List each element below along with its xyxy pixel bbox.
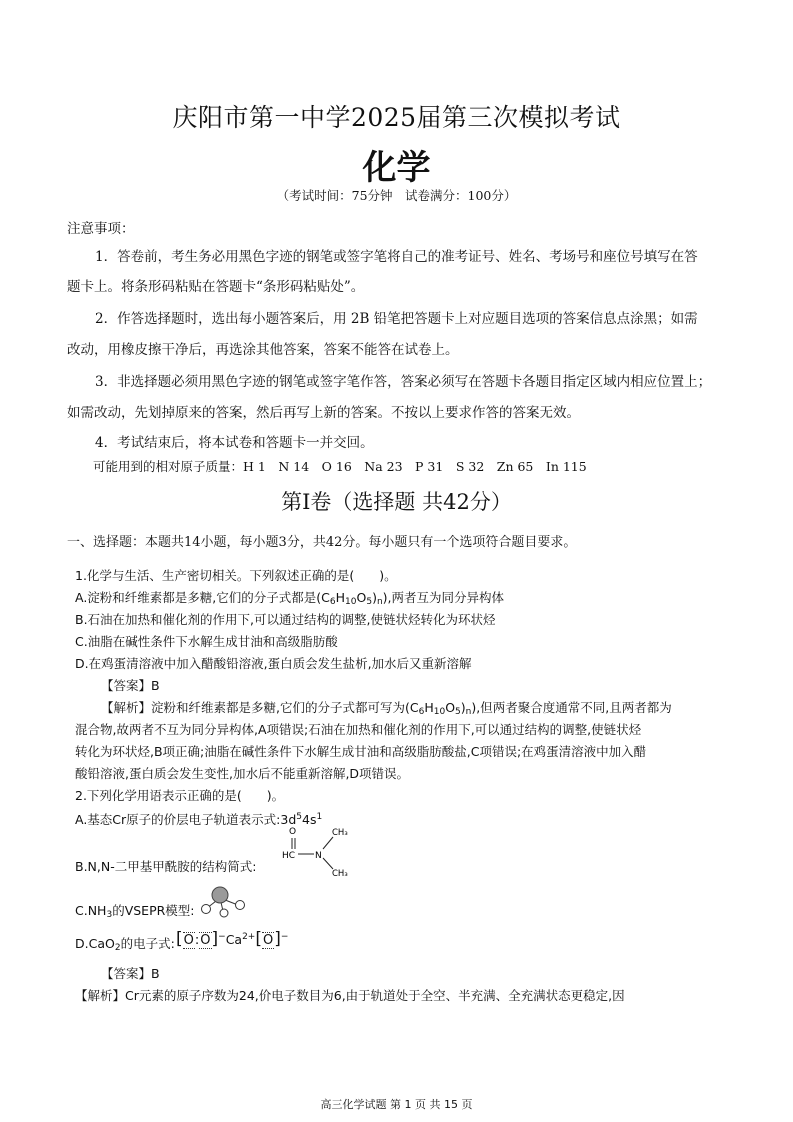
q1-option-c: C.油脂在碱性条件下水解生成甘油和高级脂肪酸 [75,634,338,649]
ligand-atom [202,905,211,914]
struct-ch3-top: CH₃ [332,828,348,838]
q1-explanation-line-1: 【解析】淀粉和纤维素都是多糖,它们的分子式都可写为$(C_6H_{10}O_5)_n$),但两者聚合度通常不同,且两者都为 [101,700,672,717]
exam-info: （考试时间：75分钟 试卷满分：100分） [276,188,517,203]
note-2-line-1: 2．作答选择题时，选出每小题答案后，用 2B 铅笔把答题卡上对应题目选项的答案信息点涂黑；如需 [95,311,698,327]
section-intro: 一、选择题：本题共14小题，每小题3分，共42分。每小题只有一个选项符合题目要求。 [67,535,577,550]
ligand-atom [220,909,228,917]
subject-title: 化学 [362,148,431,188]
dmf-structure-diagram [276,822,366,878]
q1-option-a: A.淀粉和纤维素都是多糖,它们的分子式都是$(C_6H_{10}O_5)_n$),两者互为同分异构体 [75,590,505,607]
q2-explanation-line-1: 【解析】Cr元素的原子序数为24,价电子数目为6,由于轨道处于全空、半充满、全充满状态更稳定,因 [75,988,625,1003]
note-3-line-2: 如需改动，先划掉原来的答案，然后再写上新的答案。不按以上要求作答的答案无效。 [67,405,580,421]
central-atom [212,887,228,903]
q1-option-b: B.石油在加热和催化剂的作用下,可以通过结构的调整,使链状烃转化为环状烃 [75,612,496,627]
n-ch3-bottom-bond [323,858,333,869]
q1-explanation-line-3: 转化为环状烃,B项正确;油脂在碱性条件下水解生成甘油和高级脂肪酸盐,C项错误;在鸡蛋清溶液中加入醋 [75,744,647,759]
notes-heading: 注意事项： [67,221,135,237]
exam-title: 庆阳市第一中学2025届第三次模拟考试 [172,103,621,132]
struct-hc-label: HC [282,851,296,861]
q1-option-d: D.在鸡蛋清溶液中加入醋酸铅溶液,蛋白质会发生盐析,加水后又重新溶解 [75,656,472,671]
note-3-line-1: 3．非选择题必须用黑色字迹的钢笔或签字笔作答，答案必须写在答题卡各题目指定区域内相应位置上； [95,374,712,390]
q2-answer: 【答案】B [101,966,160,981]
n-ch3-top-bond [323,837,333,849]
ligand-atom [236,901,245,910]
note-1-line-2: 题卡上。将条形码粘贴在答题卡“条形码粘贴处”。 [67,279,365,295]
struct-o-label: O [289,827,297,837]
q1-stem: 1.化学与生活、生产密切相关。下列叙述正确的是( )。 [75,568,397,583]
cao2-electron-formula: $[O:O]^-Ca^{2+}[O]^-$ [176,929,289,949]
note-1-line-1: 1．答卷前，考生务必用黑色字迹的钢笔或签字笔将自己的准考证号、姓名、考场号和座位号填写在答 [95,249,698,265]
q1-explanation-line-4: 酸铅溶液,蛋白质会发生变性,加水后不能重新溶解,D项错误。 [75,766,410,781]
section-title: 第Ⅰ卷（选择题 共42分） [281,490,512,514]
q2-stem: 2.下列化学用语表示正确的是( )。 [75,788,285,803]
vsepr-model-diagram [196,884,252,920]
q1-answer: 【答案】B [101,678,160,693]
atomic-mass: 可能用到的相对原子质量：H 1 N 14 O 16 Na 23 P 31 S 32 Zn 65 In 115 [93,459,587,474]
q2-option-c: $C.NH_3$的VSEPR模型: [75,903,195,920]
struct-n-label: N [315,851,322,861]
q2-option-b: B.N,N-二甲基甲酰胺的结构简式: [75,859,257,874]
q2-option-d: D.CaO$_2$的电子式: [75,936,175,953]
q1-explanation-line-2: 混合物,故两者不互为同分异构体,A项错误;石油在加热和催化剂的作用下,可以通过结构的调整,使链状烃 [75,722,642,737]
note-4: 4．考试结束后，将本试卷和答题卡一并交回。 [95,435,374,451]
struct-ch3-bottom: CH₃ [332,869,348,878]
page-footer: 高三化学试题 第 1 页 共 15 页 [320,1098,473,1111]
q2-option-a: A.基态Cr原子的价层电子轨道表示式$:3d^54s^1$ [75,812,323,827]
note-2-line-2: 改动，用橡皮擦干净后，再选涂其他答案，答案不能答在试卷上。 [67,342,459,358]
